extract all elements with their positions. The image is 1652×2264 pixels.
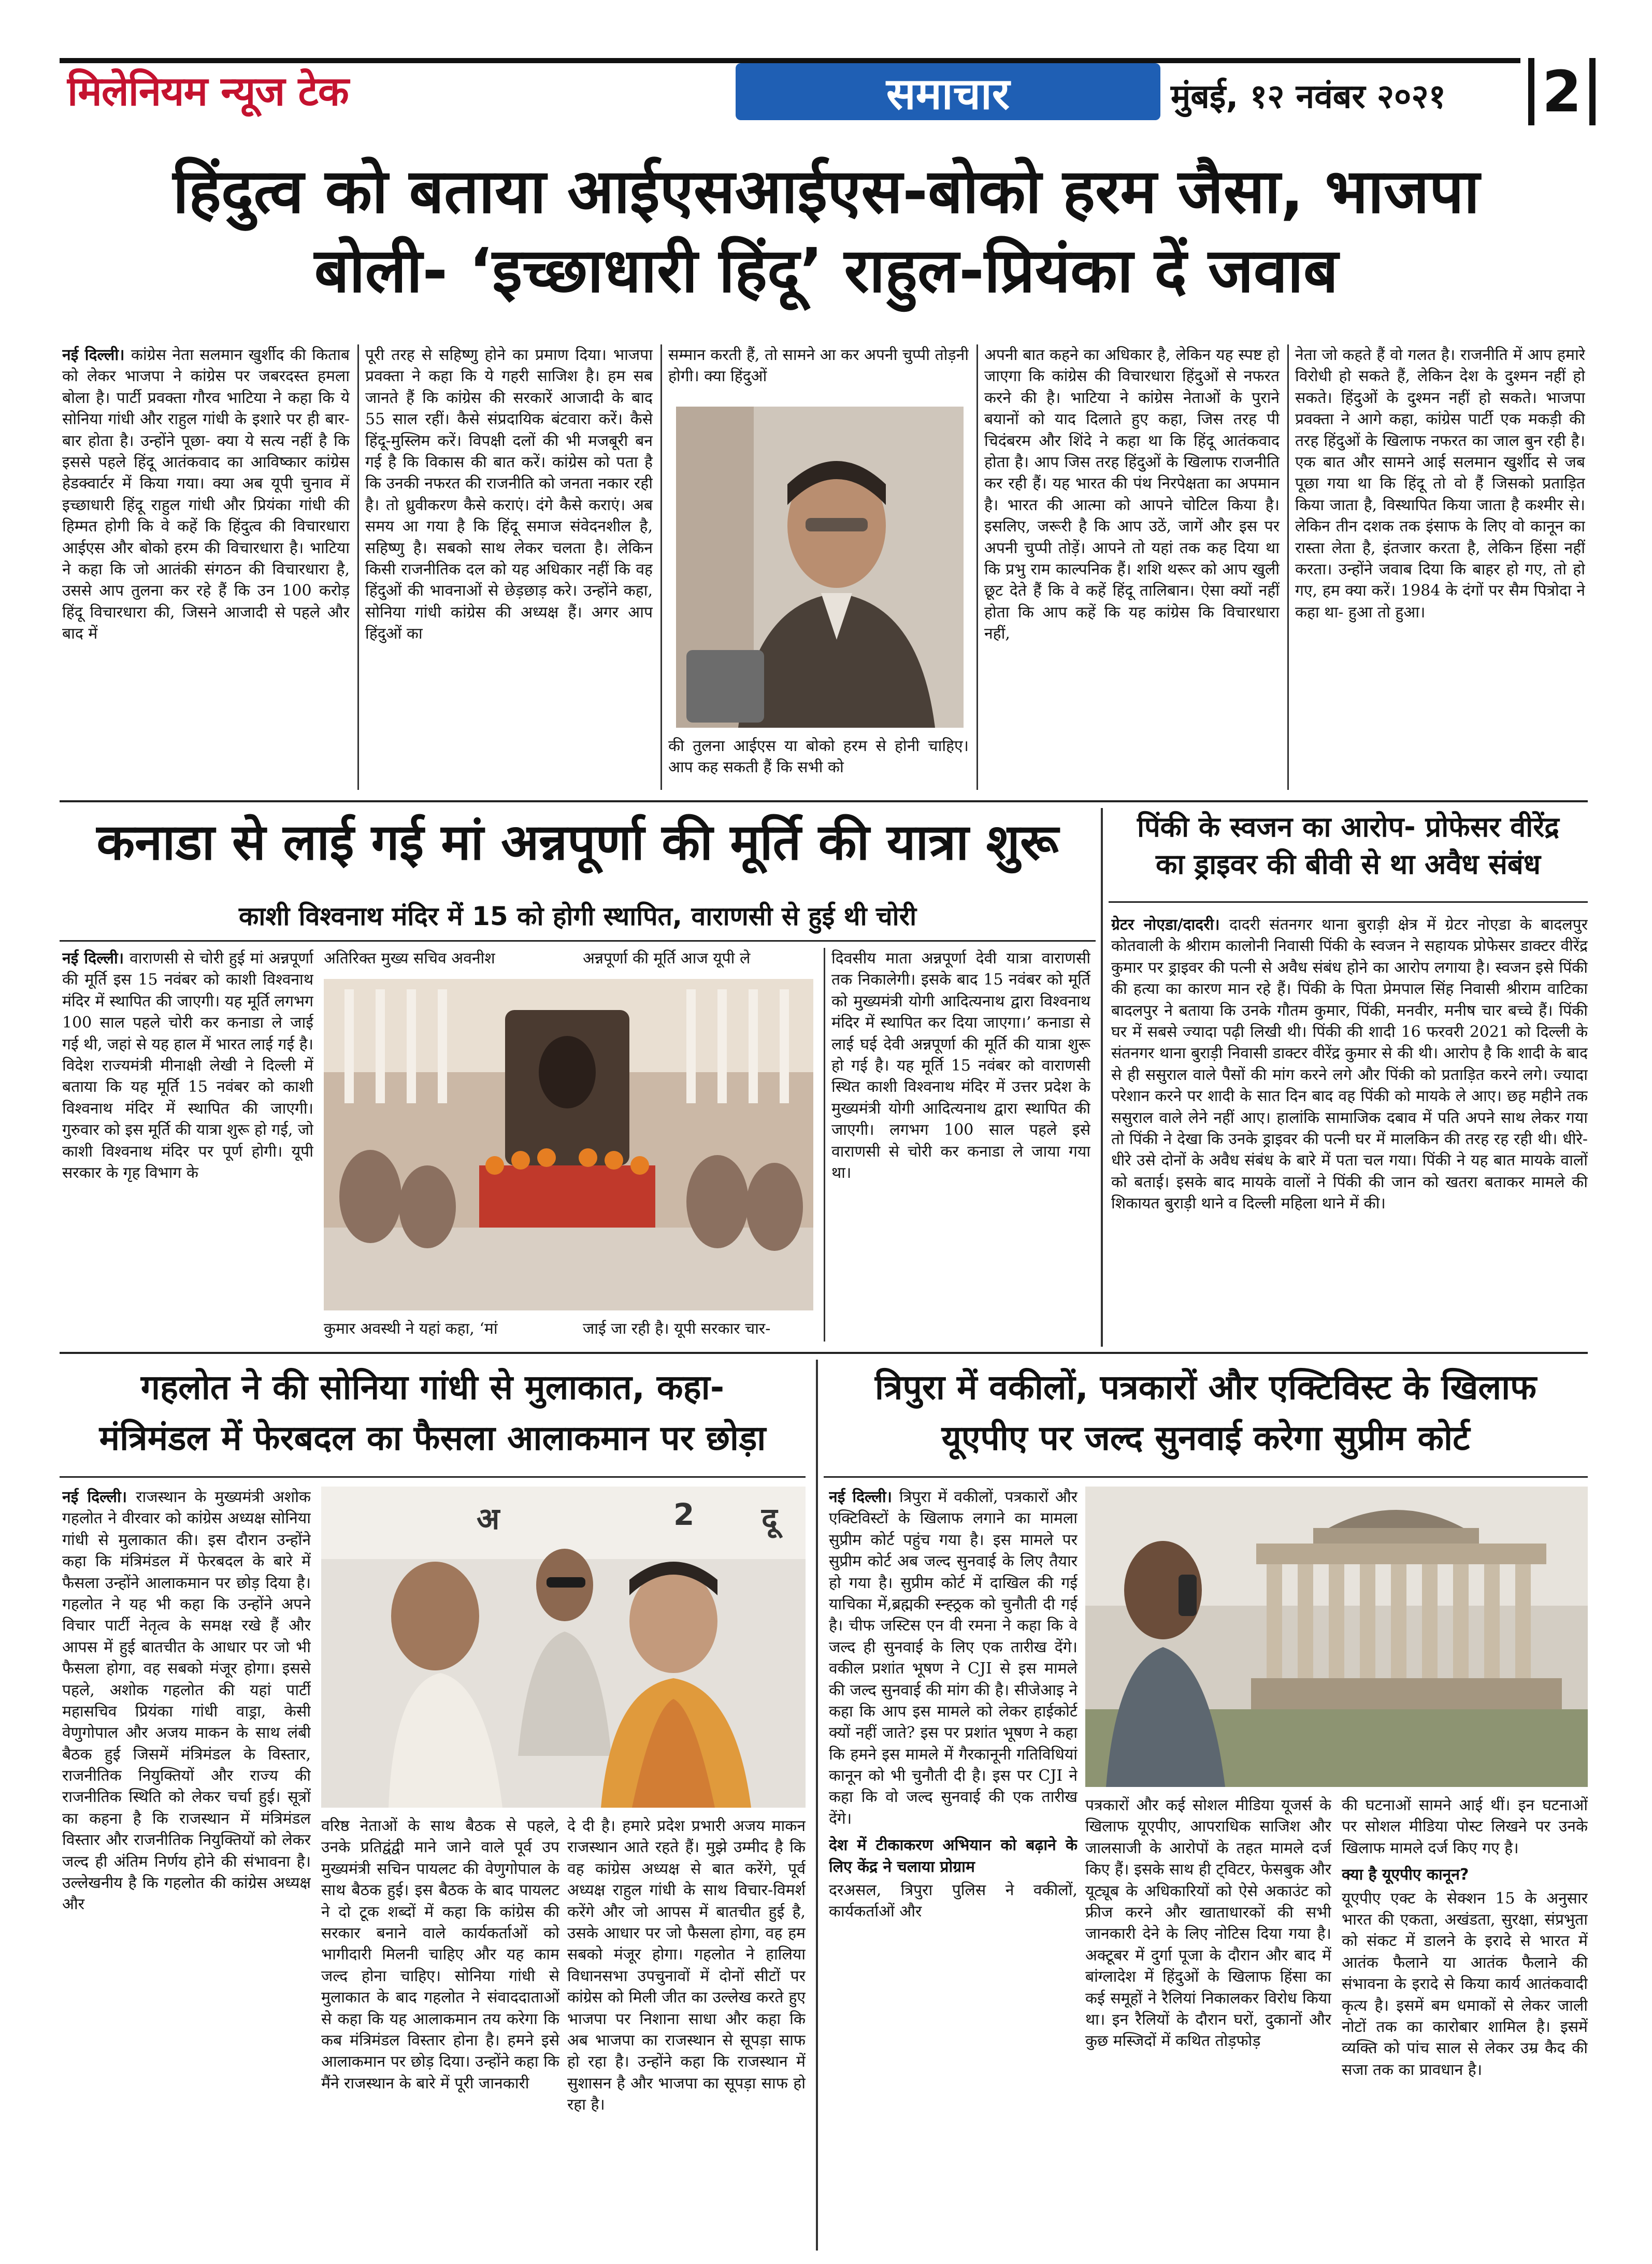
story4-headline-line1: गहलोत ने की सोनिया गांधी से मुलाकात, कहा- xyxy=(140,1367,725,1407)
story5-headline-line1: त्रिपुरा में वकीलों, पत्रकारों और एक्टिविस्ट के खिलाफ xyxy=(874,1367,1537,1407)
story5-rule xyxy=(824,1476,1588,1478)
story4-column-2 xyxy=(321,1815,559,2245)
story2-col4-text: दिवसीय माता अन्नपूर्णा देवी यात्रा वाराणसी तक निकालेगी। इसके बाद 15 नवंबर को मूर्ति को मुख्यमंत्री योगी आदित्यनाथ द्वारा विश्वनाथ मंदिर में स्थापित कर दिया जाएगा।’ कनाडा से लाई घई देवी अन्नपूर्णा की मूर्ति की यात्रा शुरू हो गई है। यह मूर्ति 15 नवंबर को वाराणसी स्थित काशी विश्वनाथ मंदिर में उत्तर प्रदेश के मुख्यमंत्री योगी आदित्यनाथ द्वारा स्थापित की जाएगी। लगभग 100 साल पहले इसे वाराणसी से चोरी कर कनाडा ले जाया गया था। xyxy=(831,949,1090,1182)
page-dateline: मुंबई, १२ नवंबर २०२१ xyxy=(1171,78,1446,116)
gehlot-sonia-illustration xyxy=(321,1487,806,1808)
spokesperson-illustration xyxy=(676,407,964,728)
story1-column-3-bottom xyxy=(668,736,969,792)
photo-backdrop-text-right: दू xyxy=(762,1501,778,1536)
story4-dateline: नई दिल्ली। xyxy=(62,1488,136,1506)
story5-col3-subhead: क्या है यूएपीए कानून? xyxy=(1342,1866,1469,1884)
story3-dateline: ग्रेटर नोएडा/दादरी। xyxy=(1111,916,1230,934)
story4-col1-text: राजस्थान के मुख्यमंत्री अशोक गहलोत ने वीरवार को कांग्रेस अध्यक्ष सोनिया गांधी से मुलाकात की। इस दौरान उन्होंने कहा कि मंत्रिमंडल में फेरबदल के बारे में फैसला उन्होंने आलाकमान पर छोड़ दिया है। गहलोत ने यह भी कहा कि उन्होंने अपने विचार पार्टी नेतृत्व के समक्ष रखे हैं और आपस में हुई बातचीत के आधार पर जो भी फैसला होगा, वह सबको मंजूर होगा। इससे पहले, अशोक गहलोत की यहां पार्टी महासचिव प्रियंका गांधी वाड्रा, केसी वेणुगोपाल और अजय माकन के साथ लंबी बैठक हुई जिसमें मंत्रिमंडल के विस्तार, राजनीतिक नियुक्तियों और राज्य की राजनीतिक स्थिति को लेकर चर्चा हुई। सूत्रों का कहना है कि राजस्थान में मंत्रिमंडल विस्तार और राजनीतिक नियुक्तियों को लेकर जल्द ही अंतिम निर्णय होने की संभावना है। उल्लेखनीय है कि गहलोत की कांग्रेस अध्यक्ष और xyxy=(62,1488,311,1914)
story2-column-1 xyxy=(62,948,313,1342)
story2-column-3-bottom: जाई जा रही है। यूपी सरकार चार- xyxy=(583,1320,771,1338)
supreme-court-illustration xyxy=(1085,1487,1588,1787)
story2-photo-idol-ceremony xyxy=(324,979,813,1310)
story5-headline-line2: यूएपीए पर जल्द सुनवाई करेगा सुप्रीम कोर्ट xyxy=(941,1418,1470,1458)
column-divider xyxy=(357,344,359,790)
story3-headline-line2: का ड्राइवर की बीवी से था अवैध संबंध xyxy=(1156,847,1541,881)
column-divider xyxy=(660,344,662,790)
story1-col2-text: पूरी तरह से सहिष्णु होने का प्रमाण दिया। भाजपा प्रवक्ता ने कहा कि ये गहरी साजिश है। हम सब जानते हैं कि कांग्रेस की सरकारें आजादी के बाद 55 साल रहीं। कैसे संप्रदायिक बंटवारा करें। कैसे हिंदू-मुस्लिम करें। विपक्षी दलों की भी मजबूरी बन गई है कि विकास की बात करें। कांग्रेस को पता है कि उनकी नफरत की राजनीति को जनता नकार रही है। तो ध्रुवीकरण कैसे कराएं। दंगे कैसे कराएं। अब समय आ गया है कि हिंदू समाज संवेदनशील है, सहिष्णु है। सबको साथ लेकर चलता है। लेकिन किसी राजनीतिक दल को यह अधिकार नहीं कि वह हिंदुओं की भावनाओं से छेड़छाड़ करे। उन्होंने कहा, सोनिया गांधी कांग्रेस की अध्यक्ष हैं। अगर आप हिंदुओं का xyxy=(365,346,653,643)
story2-rule xyxy=(60,940,1096,942)
story1-column-2 xyxy=(365,344,653,790)
story3-headline xyxy=(1109,811,1588,881)
story4-photo-gehlot-sonia xyxy=(321,1487,806,1808)
story5-col3-body: यूएपीए एक्ट के सेक्शन 15 के अनुसार भारत की एकता, अखंडता, सुरक्षा, संप्रभुता को संकट में डालने के इरादे से भारत में आतंक फैलाने या आतंक फैलाने की संभावना के इरादे से किया कार्य आतंकवादी कृत्य है। इसमें बम धमाकों से लेकर जाली नोटों तक का कारोबार शामिल है। इसमें व्यक्ति को पांच साल से लेकर उम्र कैद की सजा तक का प्रावधान है। xyxy=(1342,1889,1588,2079)
section-divider xyxy=(60,800,1588,802)
story4-rule xyxy=(60,1476,806,1478)
story4-col3-text: दे दी है। हमारे प्रदेश प्रभारी अजय माकन राजस्थान आते रहते हैं। मुझे उम्मीद है कि वह कांग्रेस अध्यक्ष से बात करेंगे, पूर्व अध्यक्ष राहुल गांधी के साथ विचार-विमर्श करेंगे और जो आपस में बातचीत हुई है, उसके आधार पर जो फैसला होगा, वह हम सबको मंजूर होगा। गहलोत ने हालिया विधानसभा उपचुनावों में दोनों सीटों पर कांग्रेस को मिली जीत का उल्लेख करते हुए भाजपा पर निशाना साधा और कहा कि अब भाजपा का राजस्थान से सूपड़ा साफ हो रहा है। उन्होंने कहा कि राजस्थान में सुशासन है और भाजपा का सूपड़ा साफ हो रहा है। xyxy=(567,1817,806,2114)
story5-subhead: देश में टीकाकरण अभियान को बढ़ाने के लिए केंद्र ने चलाया प्रोग्राम xyxy=(829,1836,1078,1876)
story1-column-5 xyxy=(1295,344,1585,790)
story5-photo-supreme-court xyxy=(1085,1487,1588,1787)
story1-headline-line1: हिंदुत्व को बताया आईएसआईएस-बोको हरम जैसा, भाजपा xyxy=(173,155,1480,227)
story4-column-1 xyxy=(62,1487,311,2243)
idol-ceremony-illustration xyxy=(324,979,813,1310)
story4-headline xyxy=(60,1367,806,1459)
section-banner xyxy=(736,63,1160,120)
story2-column-2-bottom: कुमार अवस्थी ने यहां कहा, ‘मां xyxy=(324,1320,498,1338)
story1-col5-text: नेता जो कहते हैं वो गलत है। राजनीति में आप हमारे विरोधी हो सकते हैं, लेकिन देश के दुश्मन नहीं हो सकते। हिंदुओं के दुश्मन नहीं हो सकते। भाजपा प्रवक्ता ने आगे कहा, कांग्रेस पार्टी एक मकड़ी की तरह हिंदुओं के खिलाफ नफरत का जाल बुन रही है। एक बात और सामने आई सलमान खुर्शीद से जब पूछा गया था कि हिंदू तो वो हैं जिसको प्रताड़ित किया जाता है, विस्थापित किया जाता है कश्मीर से। लेकिन तीन दशक तक इंसाफ के लिए वो कानून का रास्ता लेता है, इंतजार करता है, लेकिन हिंसा नहीं करता। उन्होंने जवाब दिया कि बाहर हो गए, तो हो गए, हम क्या करें। 1984 के दंगों पर सैम पित्रोदा ने कहा था- हुआ तो हुआ। xyxy=(1295,346,1585,622)
story4-column-3 xyxy=(567,1815,806,2245)
story3-headline-line1: पिंकी के स्वजन का आरोप- प्रोफेसर वीरेंद्र xyxy=(1137,811,1559,843)
story2-subhead: काशी विश्वनाथ मंदिर में 15 को होगी स्थापित, वाराणसी से हुई थी चोरी xyxy=(238,901,917,931)
section-title: समाचार xyxy=(886,68,1010,119)
photo-backdrop-text-left: अ xyxy=(477,1501,500,1536)
column-divider xyxy=(976,344,978,790)
story1-col3-top-text: सम्मान करती हैं, तो सामने आ कर अपनी चुप्पी तोड़नी होगी। क्या हिंदुओं xyxy=(668,346,969,386)
story5-col1-text: त्रिपुरा में वकीलों, पत्रकारों और एक्टिविस्टों के खिलाफ लगाने का मामला सुप्रीम कोर्ट पहुंच गया है। इस मामले पर सुप्रीम कोर्ट अब जल्द सुनवाई के लिए तैयार हो गया है। सुप्रीम कोर्ट में दाखिल की गई याचिका में,ब्रह्मकी स्न्ह्ठ्रक को चुनौती दी गई है। चीफ जस्टिस एन वी रमना ने कहा कि वे जल्द ही सुनवाई के लिए एक तारीख देंगे। वकील प्रशांत भूषण ने CJI से इस मामले की जल्द सुनवाई की मांग की है। सीजेआइ ने कहा कि आप इस मामले को लेकर हाईकोर्ट क्यों नहीं जाते? इस पर प्रशांत भूषण ने कहा कि हमने इस मामले में गैरकानूनी गतिविधियां कानून को भी चुनौती दी है। इस पर CJI ने कहा कि वो जल्द सुनवाई की एक तारीख देंगे। xyxy=(829,1488,1078,1828)
story4-col2-text: वरिष्ठ नेताओं के साथ बैठक से पहले, उनके प्रतिद्वंद्वी माने जाने वाले पूर्व उप मुख्यमंत्री सचिन पायलट की वेणुगोपाल के साथ बैठक हुई। इस बैठक के बाद पायलट ने दो टूक शब्दों में कहा कि कांग्रेस की सरकार बनाने वाले कार्यकर्ताओं को भागीदारी मिलनी चाहिए और यह काम जल्द होना चाहिए। सोनिया गांधी से मुलाकात के बाद गहलोत ने संवाददाताओं से कहा कि यह आलाकमान तय करेगा कि कब मंत्रिमंडल विस्तार होना है। हमने इसे आलाकमान पर छोड़ दिया। उन्होंने कहा कि मैंने राजस्थान के बारे में पूरी जानकारी xyxy=(321,1817,559,2093)
column-divider xyxy=(1287,344,1289,790)
story1-col1-text: कांग्रेस नेता सलमान खुर्शीद की किताब को लेकर भाजपा ने कांग्रेस पर जबरदस्त हमला बोला है। पार्टी प्रवक्ता गौरव भाटिया ने कहा कि ये सोनिया गांधी और राहुल गांधी के इशारे पर ही बार-बार होता है। उन्होंने पूछा- क्या ये सत्य नहीं है कि इससे पहले हिंदू आतंकवाद का आविष्कार कांग्रेस हेडक्वार्टर में किया गया। क्या अब यूपी चुनाव में इच्छाधारी हिंदू राहुल गांधी और प्रियंका गांधी की हिम्मत होगी कि वे कहें कि हिंदुत्व की विचारधारा आईएस और बोको हरम की विचारधारा है। भाटिया ने कहा कि जो आतंकी संगठन की विचारधारा है, उससे आप तुलना कर रहे हैं कि उन 100 करोड़ हिंदू विचारधारा की, जिसने आजादी से पहले और बाद में xyxy=(62,346,350,643)
story3-body-text: दादरी संतनगर थाना बुराड़ी क्षेत्र में ग्रेटर नोएडा के बादलपुर कोतवाली के श्रीराम कालोनी निवासी पिंकी के स्वजन ने सहायक प्रोफेसर डाक्टर वीरेंद्र कुमार पर ड्राइवर की पत्नी से अवैध संबंध होने का आरोप लगाया है। स्वजन इसे पिंकी की हत्या का कारण मान रहे हैं। पिंकी के पिता प्रेमपाल सिंह निवासी श्रीराम वाटिका बादलपुर ने बताया कि उनके गौतम कुमार, पिंकी, मनवीर, मनीष चार बच्चे हैं। पिंकी घर में सबसे ज्यादा पढ़ी लिखी थी। पिंकी की शादी 16 फरवरी 2021 को दिल्ली के संतनगर थाना बुराड़ी निवासी डाक्टर वीरेंद्र कुमार से की थी। आरोप है कि शादी के बाद से ही ससुराल वाले पैसों की मांग करने लगे और पिंकी को प्रताड़ित करने लगे। ज्यादा परेशान करने पर शादी के सात दिन बाद वह पिंकी को मायके ले आए। छह महीने तक ससुराल वाले लेने नहीं आए। हालांकि सामाजिक दबाव में पति अपने साथ लेकर गया तो पिंकी ने देखा कि उनके ड्राइवर की पत्नी घर में मालकिन की तरह रह रही थी। धीरे-धीरे उसे दोनों के अवैध संबंध के बारे में पता चल गया। पिंकी ने यह बात मायके वालों को बताई। इसके बाद मायके वालों ने पिंकी की जान को खतरा बताकर मामले की शिकायत बुराड़ी थाने व दिल्ली महिला थाने में की। xyxy=(1111,916,1588,1213)
story5-headline xyxy=(824,1367,1588,1459)
column-divider xyxy=(816,1360,818,2251)
story5-col3-text: की घटनाओं सामने आई थीं। इन घटनाओं पर सोशल मीडिया पोस्ट लिखने पर उनके खिलाफ मामले दर्ज किए गए है। xyxy=(1342,1796,1588,1857)
story2-dateline: नई दिल्ली। xyxy=(62,949,130,968)
story3-body xyxy=(1111,914,1588,1344)
story5-col1-end-text: दरअसल, त्रिपुरा पुलिस ने वकीलों, कार्यकर्ताओं और xyxy=(829,1881,1078,1921)
masthead-logo: मिलेनियम न्यूज टेक xyxy=(67,68,349,115)
story3-rule xyxy=(1109,901,1588,903)
story1-col4-text: अपनी बात कहने का अधिकार है, लेकिन यह स्पष्ट हो जाएगा कि कांग्रेस की विचारधारा हिंदुओं से नफरत करने की है। भाटिया ने कांग्रेस नेताओं के पुराने बयानों को याद दिलाते हुए कहा, जिस तरह पी चिदंबरम और शिंदे ने कहा था कि हिंदू आतंकवाद होता है। आप जिस तरह हिंदुओं के खिलाफ राजनीति कर रही हैं। यह भारत की पंथ निरपेक्षता का अपमान है। भारत की आत्मा को आपने चोटिल किया है। इसलिए, जरूरी है कि आप उठें, जागें और इस पर अपनी चुप्पी तोड़ें। आपने तो यहां तक कह दिया था कि प्रभु राम काल्पनिक हैं। शशि थरूर को आप खुली छूट देते हैं कि वे कहें हिंदू तालिबान। ऐसा क्यों नहीं होता कि आप कहें कि यह कांग्रेस कि विचारधारा नहीं, xyxy=(984,346,1280,643)
story1-headline-line2: बोली- ‘इच्छाधारी हिंदू’ राहुल-प्रियंका दें जवाब xyxy=(314,235,1339,307)
page-number: 2 xyxy=(1528,58,1596,125)
story5-col2-text: पत्रकारों और कई सोशल मीडिया यूजर्स के खिलाफ यूएपीए, आपराधिक साजिश और जालसाजी के आरोपों के तहत मामले दर्ज किए हैं। इसके साथ ही ट्विटर, फेसबुक और यूट्यूब के अधिकारियों को ऐसे अकाउंट को फ्रीज करने और खाताधारकों की सभी जानकारी देने के लिए नोटिस दिया गया है। अक्टूबर में दुर्गा पूजा के दौरान और बाद में बांग्लादेश में हिंदुओं के खिलाफ हिंसा का कई समूहों ने रैलियां निकालकर विरोध किया था। इन रैलियों के दौरान घरों, दुकानों और कुछ मस्जिदों में कथित तोड़फोड़ xyxy=(1085,1796,1331,2051)
story2-column-4 xyxy=(831,948,1090,1342)
story1-column-4 xyxy=(984,344,1280,790)
story1-column-1 xyxy=(62,344,350,790)
story1-headline xyxy=(67,155,1585,307)
story4-headline-line2: मंत्रिमंडल में फेरबदल का फैसला आलाकमान पर छोड़ा xyxy=(99,1418,766,1458)
story1-photo-spokesperson xyxy=(676,407,964,728)
story1-column-3-top xyxy=(668,344,969,401)
story2-headline: कनाडा से लाई गई मां अन्नपूर्णा की मूर्ति की यात्रा शुरू xyxy=(96,813,1059,871)
story5-column-1 xyxy=(829,1487,1078,2243)
story2-col1-text: वाराणसी से चोरी हुई मां अन्नपूर्णा की मूर्ति इस 15 नवंबर को काशी विश्वनाथ मंदिर में स्थापित की जाएगी। यह मूर्ति लगभग 100 साल पहले चोरी कर कनाडा ले जाई गई थी, जहां से यह हाल में भारत लाई गई है। विदेश राज्यमंत्री मीनाक्षी लेखी ने दिल्ली में बताया कि यह मूर्ति 15 नवंबर को काशी विश्वनाथ मंदिर में स्थापित की जाएगी। गुरुवार को इस मूर्ति की यात्रा शुरू हो गई, जो काशी विश्वनाथ मंदिर पर पूर्ण होगी। यूपी सरकार के गृह विभाग के xyxy=(62,949,313,1182)
photo-backdrop-text-year: 2 xyxy=(673,1497,695,1532)
story5-column-2 xyxy=(1085,1795,1331,2245)
story5-column-3 xyxy=(1342,1795,1588,2245)
story1-dateline: नई दिल्ली। xyxy=(62,346,131,364)
story2-column-3-top: अन्नपूर्णा की मूर्ति आज यूपी ले xyxy=(583,949,751,968)
story2-column-2-top: अतिरिक्त मुख्य सचिव अवनीश xyxy=(324,949,495,968)
column-divider xyxy=(824,948,825,1342)
section-divider xyxy=(60,1352,1588,1354)
column-divider xyxy=(1101,808,1103,1347)
story1-col3-bottom-text: की तुलना आईएस या बोको हरम से होनी चाहिए। आप कह सकती हैं कि सभी को xyxy=(668,737,969,777)
story5-dateline: नई दिल्ली। xyxy=(829,1488,899,1506)
